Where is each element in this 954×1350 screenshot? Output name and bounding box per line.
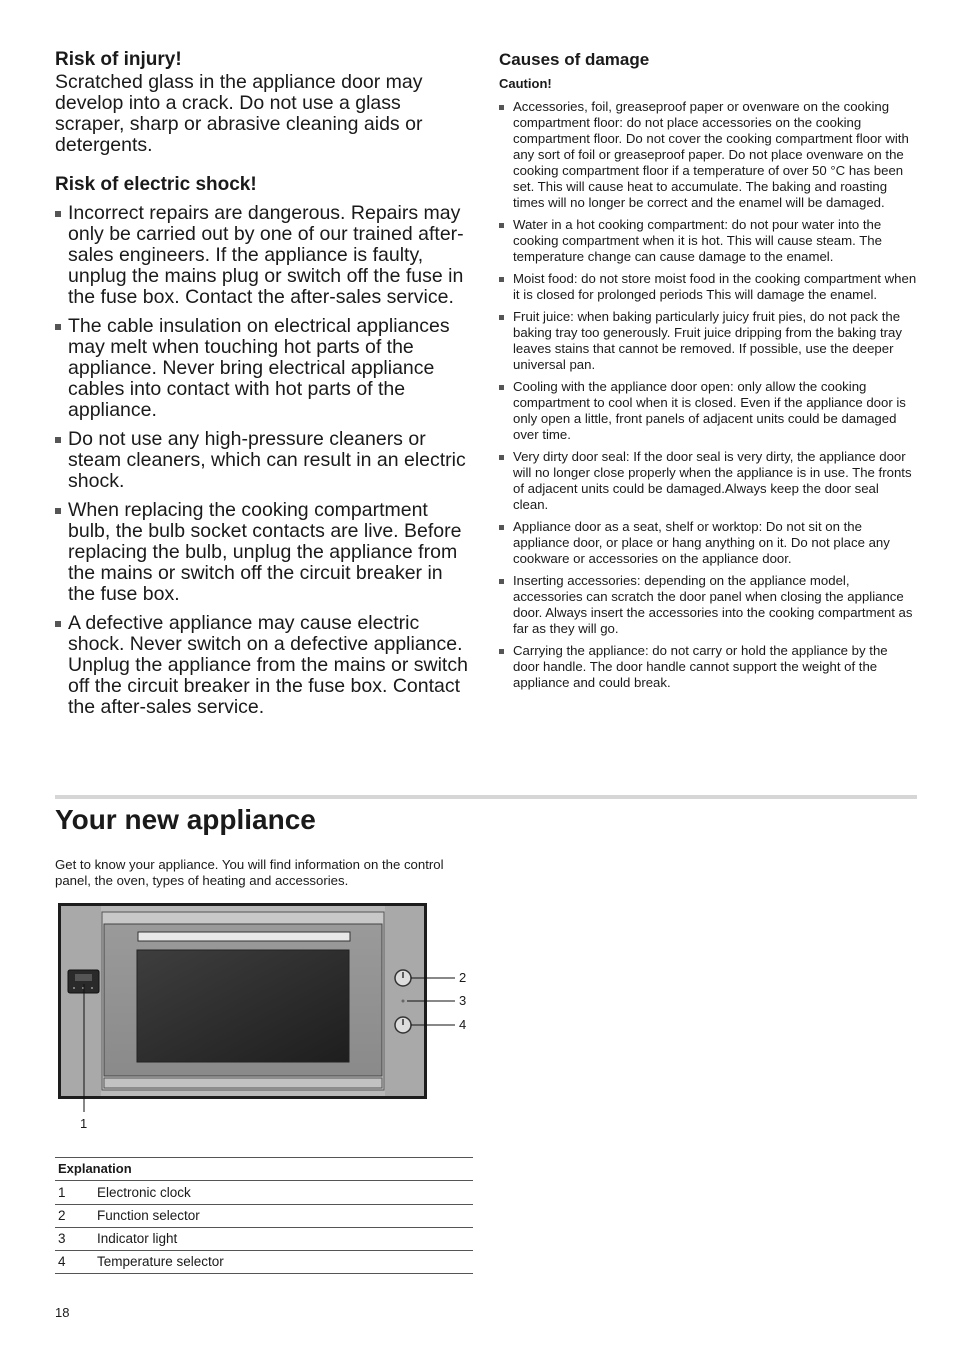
oven-illustration — [55, 900, 475, 1140]
row-label: Temperature selector — [97, 1251, 473, 1274]
callout-2: 2 — [459, 970, 467, 985]
list-item: The cable insulation on electrical appliances may melt when touching hot parts of the appliance. Never bring electrical appliance cables into contact with hot parts of the appliance. — [55, 316, 473, 421]
row-number: 2 — [55, 1205, 97, 1228]
table-row — [55, 1205, 473, 1228]
explanation-header: Explanation — [55, 1157, 473, 1181]
list-item: When replacing the cooking compartment bulb, the bulb socket contacts are live. Before replacing the bulb, unplug the appliance from the mains or switch off the circuit breaker in the fuse box. — [55, 500, 473, 605]
list-item: Appliance door as a seat, shelf or worktop: Do not sit on the appliance door, or place or hang anything on it. Do not place any cookware or accessories on the appliance door. — [499, 519, 917, 567]
list-item: Do not use any high-pressure cleaners or steam cleaners, which can result in an electric shock. — [55, 429, 473, 492]
explanation-table — [55, 1182, 473, 1274]
list-item: Fruit juice: when baking particularly juicy fruit pies, do not pack the baking tray too generously. Fruit juice dripping from the baking tray leaves stains that cannot be removed. If possible, use the deeper universal pan. — [499, 309, 917, 373]
door-handle — [138, 932, 350, 941]
risk-of-injury-text: Scratched glass in the appliance door may develop into a crack. Do not use a glass scraper, sharp or abrasive cleaning aids or detergents. — [55, 71, 423, 156]
row-label: Electronic clock — [97, 1182, 473, 1205]
table-row — [55, 1228, 473, 1251]
list-item: Very dirty door seal: If the door seal is very dirty, the appliance door will no longer close properly when the appliance is in use. The fronts of adjacent units could be damaged.Always keep the door seal clean. — [499, 449, 917, 513]
risk-of-electric-shock-heading: Risk of electric shock! — [55, 174, 257, 195]
left-column — [55, 48, 473, 726]
list-item: A defective appliance may cause electric shock. Never switch on a defective appliance. Unplug the appliance from the mains or switch off the circuit breaker in the fuse box. Contact the after-sales service. — [55, 613, 473, 718]
callout-3: 3 — [459, 993, 467, 1008]
door-glass — [137, 950, 349, 1062]
row-label: Function selector — [97, 1205, 473, 1228]
callout-4: 4 — [459, 1017, 467, 1032]
right-column — [499, 48, 917, 697]
indicator-light — [402, 1000, 405, 1003]
list-item: Moist food: do not store moist food in the cooking compartment when it is closed for prolonged periods This will damage the enamel. — [499, 271, 917, 303]
list-item: Inserting accessories: depending on the appliance model, accessories can scratch the door panel when closing the appliance door. Always insert the accessories into the cooking compartment as far as they will go. — [499, 573, 917, 637]
section-title: Your new appliance — [55, 804, 316, 835]
section-intro: Get to know your appliance. You will find information on the control panel, the oven, types of heating and accessories. — [55, 857, 444, 888]
list-item: Water in a hot cooking compartment: do not pour water into the cooking compartment when it is hot. This will cause steam. The temperature change can cause damage to the enamel. — [499, 217, 917, 265]
list-item: Cooling with the appliance door open: only allow the cooking compartment to cool when it is closed. Even if the appliance door is only open a little, front panels of adjacent units could be damaged over time. — [499, 379, 917, 443]
damage-list — [499, 99, 917, 691]
bottom-strip — [104, 1078, 382, 1088]
risk-of-injury-heading: Risk of injury! — [55, 49, 182, 70]
table-row — [55, 1251, 473, 1274]
list-item: Incorrect repairs are dangerous. Repairs may only be carried out by one of our trained after-sales engineers. If the appliance is faulty, unplug the mains plug or switch off the fuse in the fuse box. Contact the after-sales service. — [55, 203, 473, 308]
row-number: 3 — [55, 1228, 97, 1251]
list-item: Carrying the appliance: do not carry or hold the appliance by the door handle. The door handle cannot support the weight of the appliance and could break. — [499, 643, 917, 691]
electric-shock-list — [55, 203, 473, 718]
section-divider — [55, 795, 917, 799]
list-item: Accessories, foil, greaseproof paper or ovenware on the cooking compartment floor: do not place accessories on the cooking compartment floor. Do not cover the cooking compartment floor with any sort of foil or greaseproof paper. Do not place ovenware on the cooking compartment floor if a temperature of over 50 °C has been set. This will cause heat to accumulate. The baking and roasting times will no longer be correct and the enamel will be damaged. — [499, 99, 917, 211]
row-number: 1 — [55, 1182, 97, 1205]
callout-1: 1 — [80, 1116, 88, 1131]
caution-label: Caution! — [499, 76, 552, 91]
left-control-panel — [61, 906, 101, 1096]
table-row — [55, 1182, 473, 1205]
row-number: 4 — [55, 1251, 97, 1274]
row-label: Indicator light — [97, 1228, 473, 1251]
page-number: 18 — [55, 1305, 70, 1320]
oven-drawing — [55, 900, 475, 1140]
clock-display — [75, 974, 92, 981]
causes-of-damage-heading: Causes of damage — [499, 50, 650, 69]
